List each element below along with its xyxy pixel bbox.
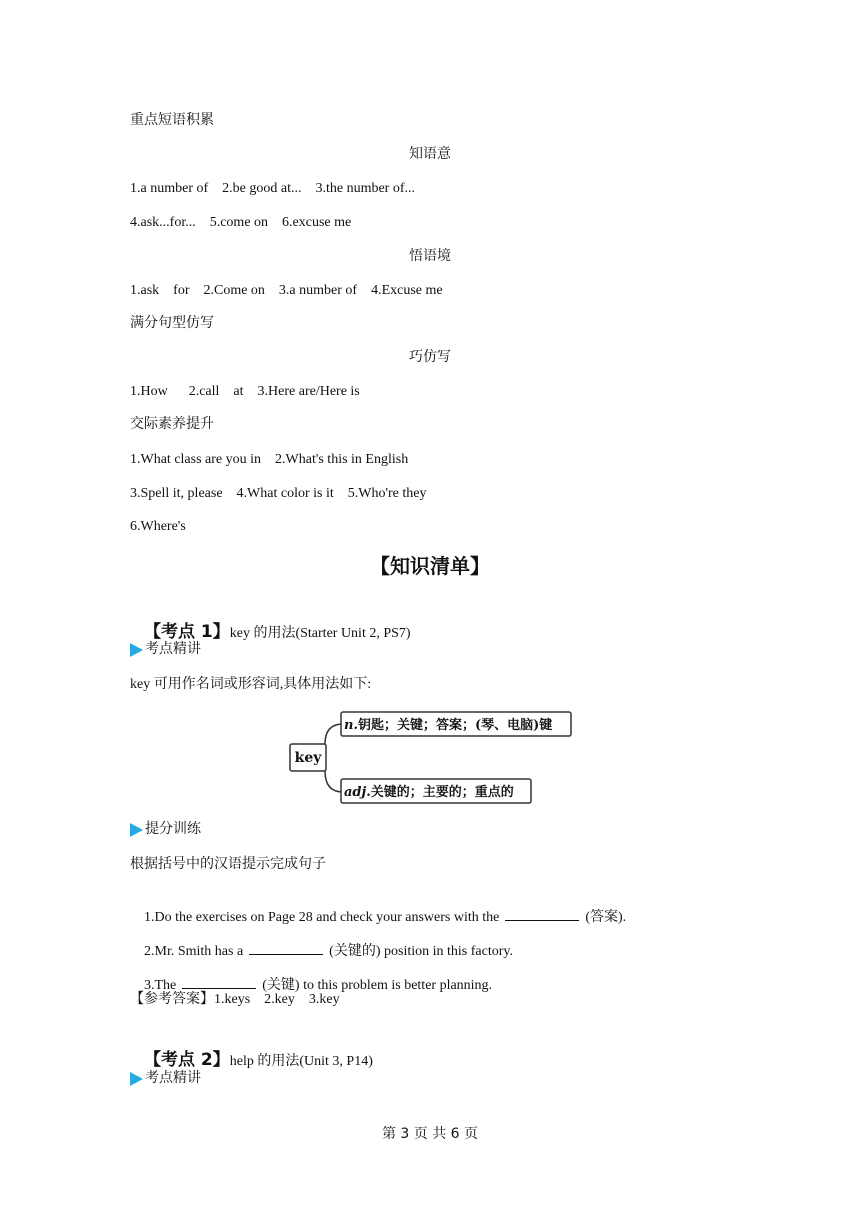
section-heading-communication: 交际素养提升 (130, 417, 214, 432)
answer-line: 1.What class are you in 2.What's this in English (130, 452, 409, 467)
section-heading-sentences: 满分句型仿写 (130, 316, 214, 331)
answer-line: 4.ask...for... 5.come on 6.excuse me (130, 215, 352, 230)
answer-line: 1.ask for 2.Come on 3.a number of 4.Excuse me (130, 283, 443, 298)
pos-adj: adj. (344, 785, 371, 800)
triangle-icon (130, 643, 143, 657)
kaodian-tag: 【考点 2】 (144, 1050, 230, 1070)
diagram-root-label: key (294, 750, 322, 766)
answer-line: 1.How 2.call at 3.Here are/Here is (130, 384, 360, 399)
kaodian-title: help 的用法(Unit 3, P14) (229, 1054, 373, 1069)
subheading-imitate: 巧仿写 (409, 350, 451, 365)
subheading-meaning: 知语意 (409, 147, 451, 162)
kaodian-title: key 的用法(Starter Unit 2, PS7) (229, 626, 411, 641)
pos-noun: n. (344, 718, 358, 733)
question-text: (关键) to this problem is better planning. (262, 978, 493, 993)
answer-line: 1.a number of 2.be good at... 3.the number of... (130, 181, 415, 196)
adj-meanings: 关键的；主要的；重点的 (370, 785, 514, 800)
section-heading-phrases: 重点短语积累 (130, 113, 214, 128)
question-text: (答案). (585, 910, 627, 925)
subsection-label: 考点精讲 (145, 642, 201, 657)
kaodian-tag: 【考点 1】 (144, 622, 230, 642)
key-usage-diagram (285, 708, 577, 810)
reference-answer: 【参考答案】1.keys 2.key 3.key (130, 992, 340, 1007)
subsection-label: 提分训练 (145, 822, 201, 837)
answer-line: 6.Where's (130, 519, 186, 534)
page-footer: 第 3 页 共 6 页 (381, 1126, 479, 1142)
subsection-label: 考点精讲 (145, 1071, 201, 1086)
subheading-context: 悟语境 (409, 249, 451, 264)
answer-blank[interactable] (505, 908, 579, 921)
diagram-adj-text (344, 784, 514, 800)
key-intro: key 可用作名词或形容词,具体用法如下: (130, 677, 372, 692)
subsection-jingjiang-2 (130, 1070, 201, 1088)
subsection-tifen (130, 821, 201, 839)
noun-meanings: 钥匙；关键；答案；(琴、电脑)键 (357, 718, 553, 733)
triangle-icon (130, 823, 143, 837)
diagram-noun-text (344, 717, 552, 733)
question-text: (关键的) position in this factory. (329, 944, 513, 959)
question-text: 3.The (144, 978, 177, 993)
question-text: 2.Mr. Smith has a (144, 944, 244, 959)
knowledge-list-title: 【知识清单】 (370, 554, 490, 578)
exercise-instruction: 根据括号中的汉语提示完成句子 (130, 857, 326, 872)
question-text: 1.Do the exercises on Page 28 and check your answers with the (144, 910, 500, 925)
triangle-icon (130, 1072, 143, 1086)
answer-blank[interactable] (182, 976, 256, 989)
answer-line: 3.Spell it, please 4.What color is it 5.Who're they (130, 486, 427, 501)
answer-blank[interactable] (249, 942, 323, 955)
subsection-jingjiang (130, 641, 201, 659)
